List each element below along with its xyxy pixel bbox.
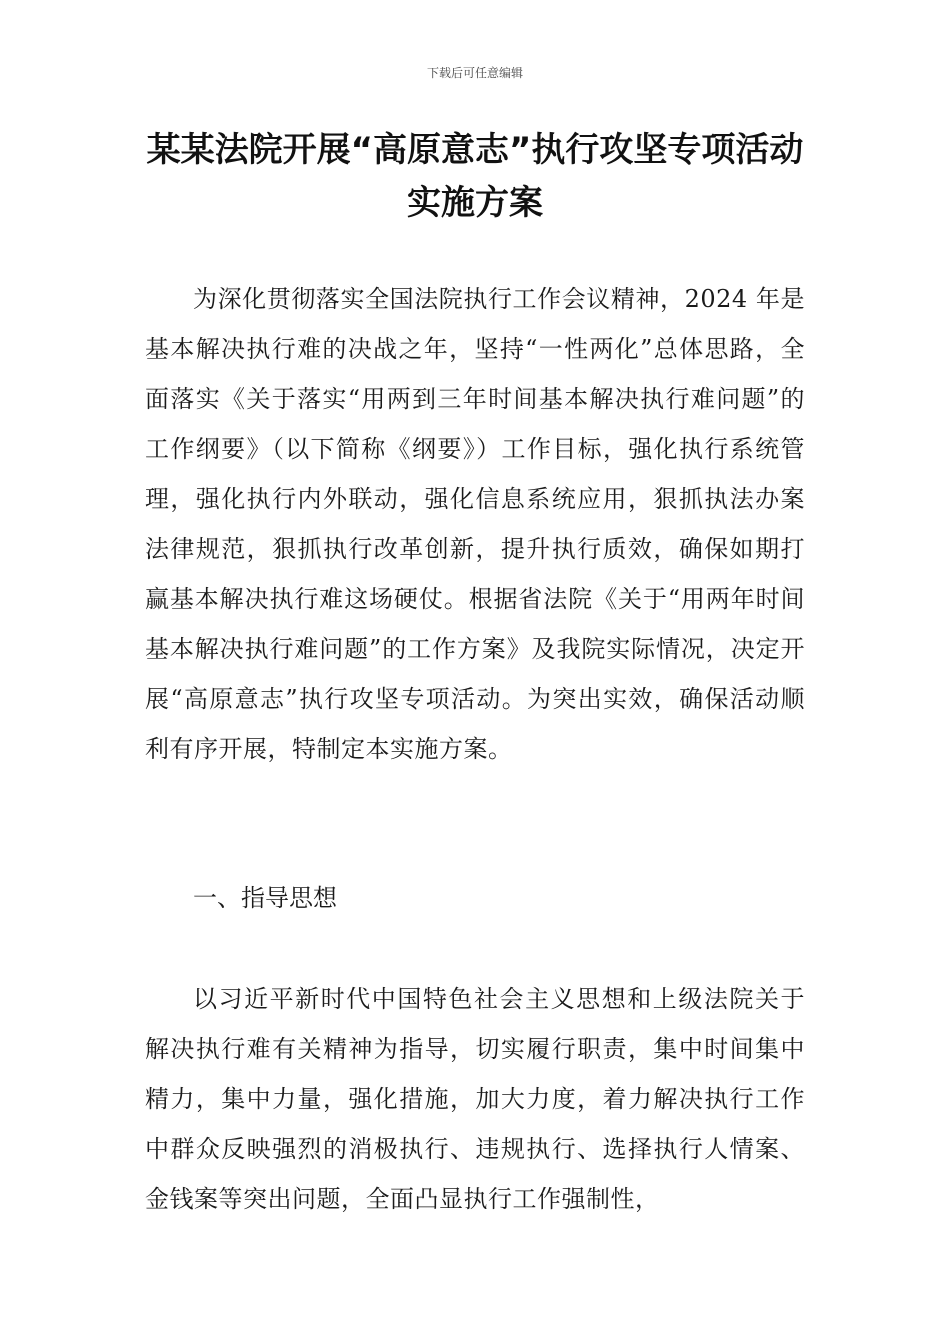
section-heading-guiding-thought: 一、指导思想 [193, 884, 337, 912]
guiding-thought-paragraph: 以习近平新时代中国特色社会主义思想和上级法院关于解决执行难有关精神为指导，切实履行职责，集中时间集中精力，集中力量，强化措施，加大力度，着力解决执行工作中群众反映强烈的消极执行、违规执行、选择执行人情案、金钱案等突出问题，全面凸显执行工作强制性， [145, 985, 805, 1213]
document-title: 某某法院开展“高原意志”执行攻坚专项活动实施方案 [146, 130, 804, 223]
intro-paragraph: 为深化贯彻落实全国法院执行工作会议精神，2024 年是基本解决执行难的决战之年，坚持“一性两化”总体思路，全面落实《关于落实“用两到三年时间基本解决执行难问题”的工作纲要》（以下简称《纲要》）工作目标，强化执行系统管理，强化执行内外联动，强化信息系统应用，狠抓执法办案法律规范，狠抓执行改革创新，提升执行质效，确保如期打赢基本解决执行难这场硬仗。根据省法院《关于“用两年时间基本解决执行难问题”的工作方案》及我院实际情况，决定开展“高原意志”执行攻坚专项活动。为突出实效，确保活动顺利有序开展，特制定本实施方案。 [145, 285, 805, 763]
header-note: 下载后可任意编辑 [426, 66, 523, 80]
